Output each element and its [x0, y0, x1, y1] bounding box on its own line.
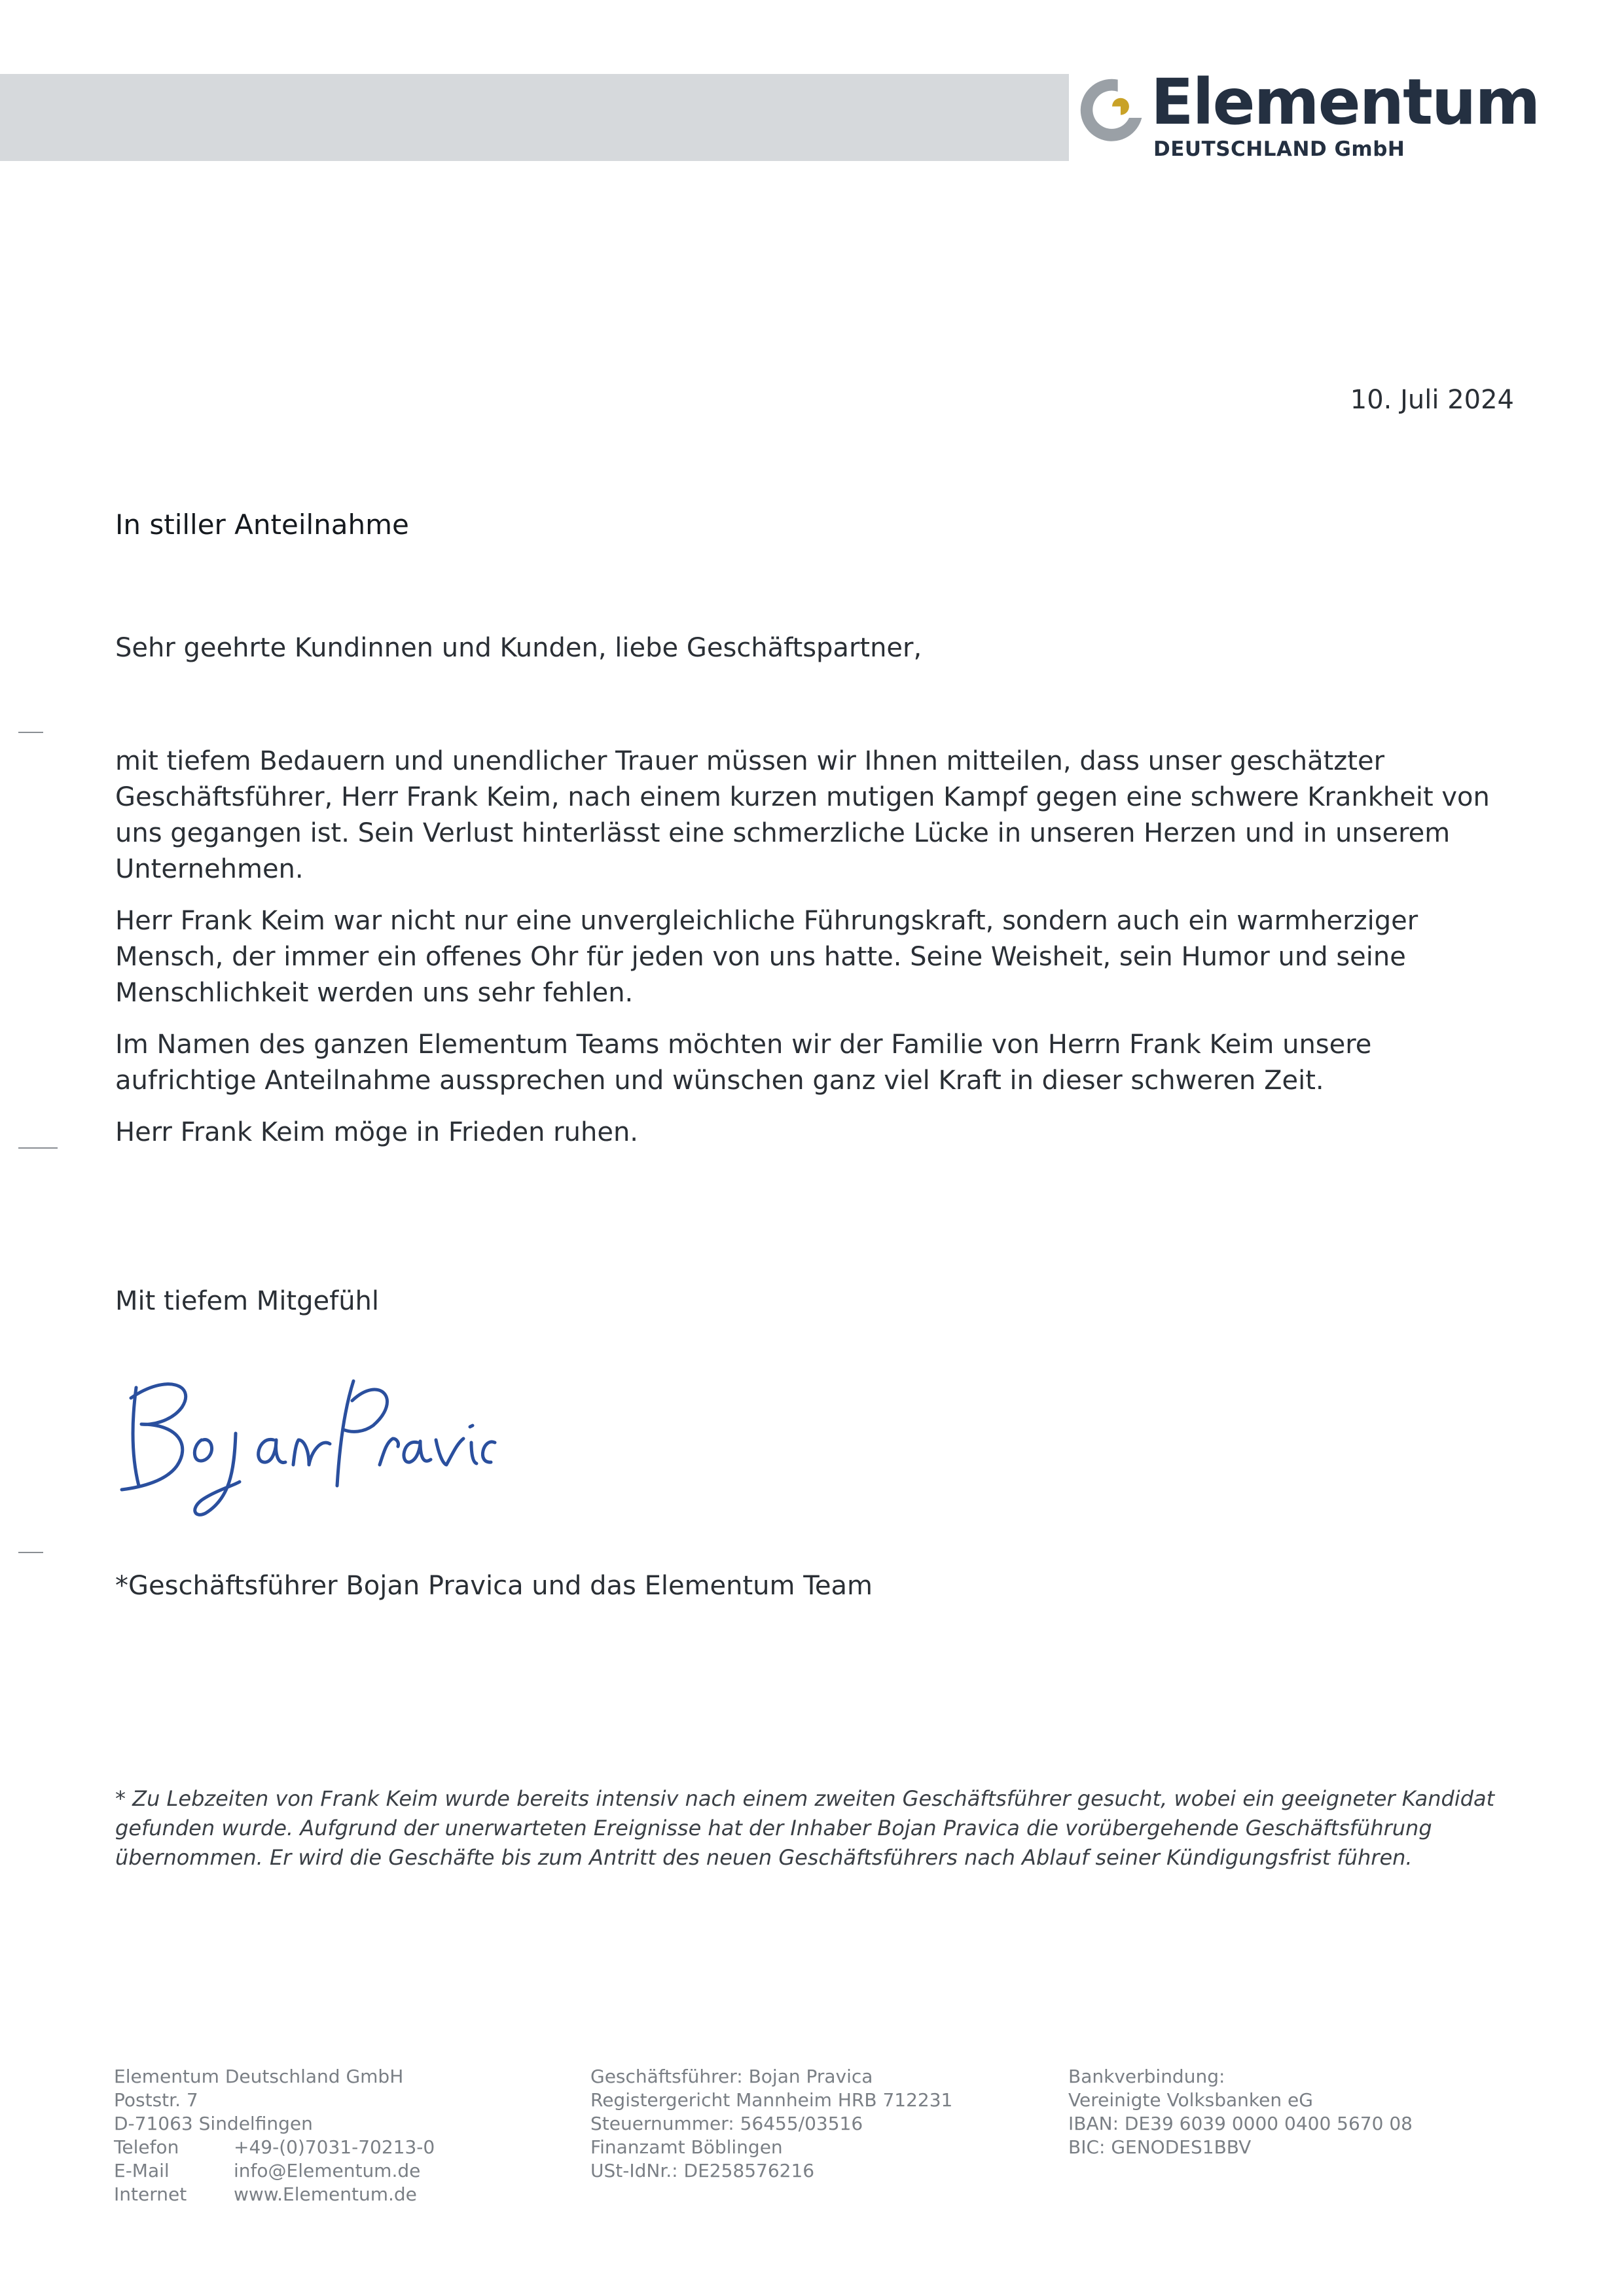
website-link[interactable]: www.Elementum.de — [234, 2183, 417, 2205]
phone-number: +49-(0)7031-70213-0 — [234, 2136, 435, 2158]
ceo: Geschäftsführer: Bojan Pravica — [590, 2066, 873, 2087]
company-logo — [1074, 65, 1540, 169]
bank-name: Vereinigte Volksbanken eG — [1068, 2089, 1313, 2111]
handwritten-signature — [105, 1361, 497, 1525]
paragraph: Herr Frank Keim möge in Frieden ruhen. — [115, 1117, 639, 1147]
signer-name: *Geschäftsführer Bojan Pravica und das Elementum Team — [115, 1571, 873, 1601]
phone-label: Telefon — [114, 2136, 179, 2158]
letter-subject: In stiller Anteilnahme — [115, 509, 409, 541]
tax-number: Steuernummer: 56455/03516 — [590, 2113, 863, 2134]
footer-registry — [590, 2065, 952, 2183]
email-label: E-Mail — [114, 2160, 170, 2181]
company-street: Poststr. 7 — [114, 2089, 198, 2111]
elementum-logo-icon — [1077, 73, 1147, 145]
logo-name: Elementum — [1151, 65, 1540, 139]
logo-subtitle: DEUTSCHLAND GmbH — [1153, 137, 1405, 161]
company-city: D-71063 Sindelfingen — [114, 2113, 313, 2134]
bank-heading: Bankverbindung: — [1068, 2066, 1225, 2087]
web-label: Internet — [114, 2183, 187, 2205]
letter-body — [115, 744, 1516, 1166]
footer-bank — [1068, 2065, 1413, 2159]
letter-date: 10. Juli 2024 — [1350, 385, 1514, 415]
tax-office: Finanzamt Böblingen — [590, 2136, 783, 2158]
email-address[interactable]: info@Elementum.de — [234, 2160, 421, 2181]
fold-mark — [18, 1552, 43, 1553]
company-name: Elementum Deutschland GmbH — [114, 2066, 404, 2087]
fold-mark — [18, 732, 43, 733]
paragraph: Herr Frank Keim war nicht nur eine unvergleichliche Führungskraft, sondern auch ein warmherziger Mensch, der immer ein offenes Ohr für jeden von uns hatte. Seine Weisheit, sein Humor und seine Menschlichkeit werden uns sehr fehlen. — [115, 906, 1418, 1008]
punch-mark — [18, 1147, 58, 1149]
bic: BIC: GENODES1BBV — [1068, 2136, 1252, 2158]
footnote: * Zu Lebzeiten von Frank Keim wurde bereits intensiv nach einem zweiten Geschäftsführer gesucht, wobei ein geeigneter Kandidat gefunden wurde. Aufgrund der unerwarteten Ereignisse hat der Inhaber Bojan Pravica die vorübergehende Geschäftsführung übernommen. Er wird die Geschäfte bis zum Antritt des neuen Geschäftsführers nach Ablauf seiner Kündigungsfrist führen. — [115, 1786, 1495, 1870]
register-court: Registergericht Mannheim HRB 712231 — [590, 2089, 953, 2111]
closing: Mit tiefem Mitgefühl — [115, 1286, 380, 1316]
phone-row — [114, 2136, 435, 2159]
web-row — [114, 2183, 435, 2206]
header-band — [0, 74, 1069, 161]
salutation: Sehr geehrte Kundinnen und Kunden, liebe Geschäftspartner, — [115, 633, 922, 663]
vat-id: USt-IdNr.: DE258576216 — [590, 2160, 815, 2181]
paragraph: mit tiefem Bedauern und unendlicher Trauer müssen wir Ihnen mitteilen, dass unser geschätzter Geschäftsführer, Herr Frank Keim, nach einem kurzen mutigen Kampf gegen eine schwere Krankheit von uns gegangen ist. Sein Verlust hinterlässt eine schmerzliche Lücke in unseren Herzen und in unserem Unternehmen. — [115, 746, 1490, 884]
footer-company — [114, 2065, 435, 2206]
email-row — [114, 2159, 435, 2183]
iban: IBAN: DE39 6039 0000 0400 5670 08 — [1068, 2113, 1413, 2134]
paragraph: Im Namen des ganzen Elementum Teams möchten wir der Familie von Herrn Frank Keim unsere aufrichtige Anteilnahme aussprechen und wünschen ganz viel Kraft in dieser schweren Zeit. — [115, 1030, 1372, 1096]
